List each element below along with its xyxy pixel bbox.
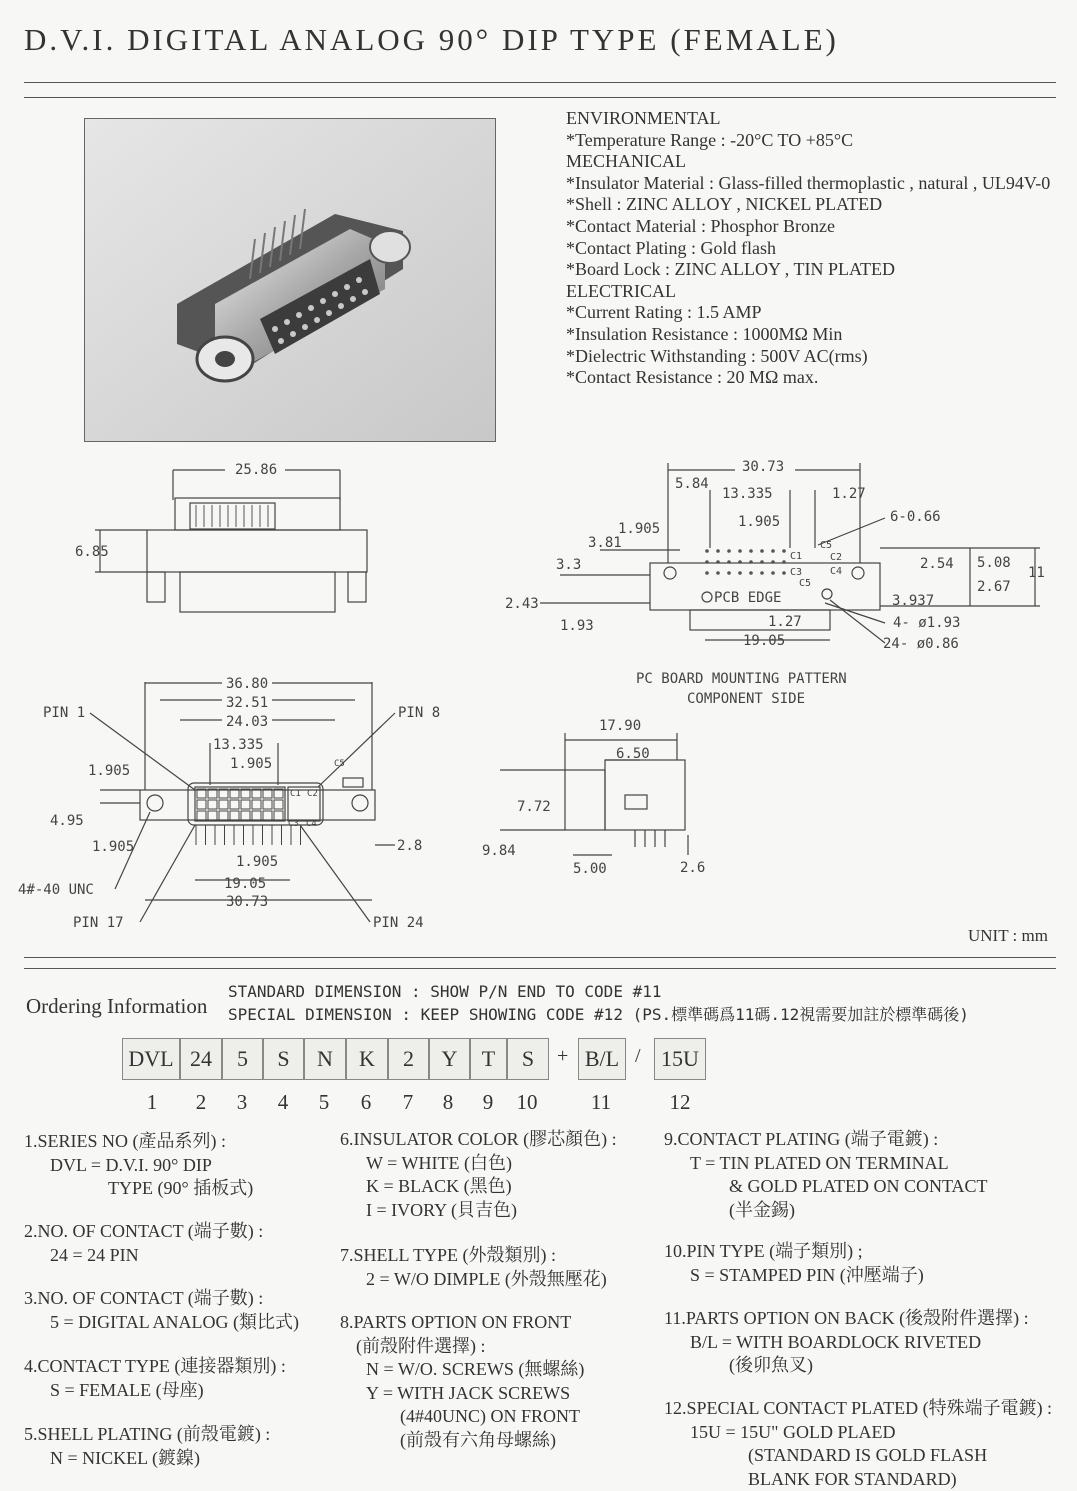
contact-cell xyxy=(252,811,261,820)
plus-sign: + xyxy=(557,1045,568,1068)
code-box-1: DVL xyxy=(122,1038,180,1080)
pcb-c5-label: C5 xyxy=(820,540,832,551)
spec-contact-plating: *Contact Plating : Gold flash xyxy=(566,238,1050,260)
desc-value: 15U = 15U" GOLD PLAED xyxy=(664,1421,1052,1445)
code-number-10: 10 xyxy=(512,1090,542,1115)
front-dim-36-80: 36.80 xyxy=(226,676,268,692)
code-box-3: 5 xyxy=(222,1038,263,1080)
unc-screw-label: 4#-40 UNC xyxy=(18,882,94,898)
code-number-3: 3 xyxy=(227,1090,257,1115)
desc-value: TYPE (90° 插板式) xyxy=(24,1177,253,1201)
ordering-rules xyxy=(228,980,969,1026)
side-view-drawing xyxy=(95,470,367,612)
contact-cell xyxy=(197,811,206,820)
spec-temperature-range: *Temperature Range : -20°C TO +85°C xyxy=(566,130,1050,152)
front-dim-13-335: 13.335 xyxy=(213,737,264,753)
pcb-dim-30-73: 30.73 xyxy=(742,459,784,475)
desc-contact-type xyxy=(24,1355,286,1402)
code-box-11: B/L xyxy=(578,1038,626,1080)
pcb-hole xyxy=(760,571,764,575)
profile-dim-17-90: 17.90 xyxy=(599,718,641,734)
desc-value: BLANK FOR STANDARD) xyxy=(664,1468,1052,1491)
unit-label: UNIT : mm xyxy=(968,926,1048,946)
pcb-hole xyxy=(716,560,720,564)
spec-board-lock: *Board Lock : ZINC ALLOY , TIN PLATED xyxy=(566,259,1050,281)
desc-heading: 1.SERIES NO (產品系列) : xyxy=(24,1130,253,1154)
code-number-9: 9 xyxy=(473,1090,503,1115)
code-number-1: 1 xyxy=(137,1090,167,1115)
pcb-c4-label: C4 xyxy=(830,566,842,577)
pcb-edge-label: PCB EDGE xyxy=(714,590,781,606)
pcb-hole xyxy=(749,571,753,575)
pcb-dim-3-3: 3.3 xyxy=(556,557,581,573)
desc-parts-front xyxy=(340,1311,584,1452)
desc-contacts xyxy=(24,1220,263,1267)
desc-value: 2 = W/O DIMPLE (外殼無壓花) xyxy=(340,1268,607,1292)
spec-electrical-heading: ELECTRICAL xyxy=(566,281,1050,303)
contact-cell xyxy=(230,800,239,809)
desc-heading: 10.PIN TYPE (端子類別) ; xyxy=(664,1240,924,1264)
code-box-7: 2 xyxy=(388,1038,429,1080)
pcb-dim-3-937: 3.937 xyxy=(892,593,934,609)
desc-value: (前殼有六角母螺絲) xyxy=(340,1429,584,1453)
pcb-dim-1-27-b: 1.27 xyxy=(768,614,802,630)
desc-heading: 4.CONTACT TYPE (連接器類別) : xyxy=(24,1355,286,1379)
desc-value: K = BLACK (黑色) xyxy=(340,1175,617,1199)
contact-cell xyxy=(263,811,272,820)
pcb-caption-2: COMPONENT SIDE xyxy=(687,691,805,707)
pcb-dim-3-81: 3.81 xyxy=(588,535,622,551)
contact-cell xyxy=(230,811,239,820)
desc-value: N = W/O. SCREWS (無螺絲) xyxy=(340,1358,584,1382)
pcb-hole xyxy=(716,549,720,553)
contact-cell xyxy=(219,811,228,820)
pcb-dim-5-84: 5.84 xyxy=(675,476,709,492)
desc-pin-type xyxy=(664,1240,924,1287)
front-c4-label: C4 xyxy=(306,819,317,829)
pcb-dim-2-67: 2.67 xyxy=(977,579,1011,595)
pcb-dim-13-335: 13.335 xyxy=(722,486,773,502)
profile-dim-7-72: 7.72 xyxy=(517,799,551,815)
desc-series xyxy=(24,1130,253,1201)
code-number-7: 7 xyxy=(393,1090,423,1115)
pcb-dim-6-0-66: 6-0.66 xyxy=(890,509,941,525)
desc-value: & GOLD PLATED ON CONTACT xyxy=(664,1175,988,1199)
code-box-10: S xyxy=(507,1038,549,1080)
desc-heading: 12.SPECIAL CONTACT PLATED (特殊端子電鍍) : xyxy=(664,1397,1052,1421)
product-photo xyxy=(84,118,496,442)
front-c1-label: C1 xyxy=(290,789,301,799)
pcb-c1-label: C1 xyxy=(790,551,802,562)
desc-value: (前殼附件選擇) : xyxy=(340,1335,584,1359)
pcb-hole xyxy=(771,560,775,564)
pcb-dim-1-27: 1.27 xyxy=(832,486,866,502)
contact-cell xyxy=(219,800,228,809)
pin-17-label: PIN 17 xyxy=(73,915,124,931)
section-rule-top xyxy=(24,957,1056,958)
front-dim-19-05: 19.05 xyxy=(224,876,266,892)
pcb-hole xyxy=(782,571,786,575)
code-number-6: 6 xyxy=(351,1090,381,1115)
pcb-hole xyxy=(749,549,753,553)
header-rule-top xyxy=(24,82,1056,83)
desc-value: S = STAMPED PIN (沖壓端子) xyxy=(664,1264,924,1288)
slash-sign: / xyxy=(635,1045,641,1068)
desc-heading: 7.SHELL TYPE (外殼類別) : xyxy=(340,1244,607,1268)
spec-contact-material: *Contact Material : Phosphor Bronze xyxy=(566,216,1050,238)
front-c3-label: C3 xyxy=(288,819,299,829)
pcb-hole xyxy=(738,560,742,564)
code-number-2: 2 xyxy=(186,1090,216,1115)
pcb-dim-2-43: 2.43 xyxy=(505,596,539,612)
header-rule-bottom xyxy=(24,97,1056,98)
front-dim-4-95: 4.95 xyxy=(50,813,84,829)
spec-shell: *Shell : ZINC ALLOY , NICKEL PLATED xyxy=(566,194,1050,216)
front-dim-1-905-left: 1.905 xyxy=(88,763,130,779)
desc-heading: 11.PARTS OPTION ON BACK (後殼附件選擇) : xyxy=(664,1307,1029,1331)
desc-value: I = IVORY (貝吉色) xyxy=(340,1199,617,1223)
profile-dim-9-84: 9.84 xyxy=(482,843,516,859)
code-number-12: 12 xyxy=(665,1090,695,1115)
pcb-caption-1: PC BOARD MOUNTING PATTERN xyxy=(636,671,847,687)
front-dim-1-905-pins: 1.905 xyxy=(236,854,278,870)
pcb-hole xyxy=(727,571,731,575)
pcb-hole xyxy=(771,571,775,575)
standard-dimension-line: STANDARD DIMENSION : SHOW P/N END TO CODE #11 xyxy=(228,980,969,1003)
special-dimension-line: SPECIAL DIMENSION : KEEP SHOWING CODE #12 (PS.標準碼爲11碼.12視需要加註於標準碼後) xyxy=(228,1003,969,1026)
desc-value: Y = WITH JACK SCREWS xyxy=(340,1382,584,1406)
front-dim-1-905-top: 1.905 xyxy=(230,756,272,772)
page-title: D.V.I. DIGITAL ANALOG 90° DIP TYPE (FEMALE) xyxy=(24,22,839,58)
code-box-4: S xyxy=(263,1038,304,1080)
pcb-hole xyxy=(771,549,775,553)
pcb-hole xyxy=(782,560,786,564)
pcb-hole xyxy=(749,560,753,564)
pcb-dim-4-holes: 4- ø1.93 xyxy=(893,615,960,631)
spec-current-rating: *Current Rating : 1.5 AMP xyxy=(566,302,1050,324)
code-number-8: 8 xyxy=(433,1090,463,1115)
spec-dielectric-withstanding: *Dielectric Withstanding : 500V AC(rms) xyxy=(566,346,1050,368)
pcb-hole xyxy=(760,560,764,564)
desc-value: T = TIN PLATED ON TERMINAL xyxy=(664,1152,988,1176)
front-c2-label: C2 xyxy=(307,789,318,799)
profile-dim-5-00: 5.00 xyxy=(573,861,607,877)
side-width-label: 25.86 xyxy=(235,462,277,478)
pin-1-label: PIN 1 xyxy=(43,705,85,721)
desc-value: W = WHITE (白色) xyxy=(340,1152,617,1176)
desc-value: S = FEMALE (母座) xyxy=(24,1379,286,1403)
code-box-12: 15U xyxy=(654,1038,706,1080)
desc-heading: 5.SHELL PLATING (前殼電鍍) : xyxy=(24,1423,270,1447)
spec-mechanical-heading: MECHANICAL xyxy=(566,151,1050,173)
desc-heading: 3.NO. OF CONTACT (端子數) : xyxy=(24,1287,299,1311)
profile-dim-2-6: 2.6 xyxy=(680,860,705,876)
pcb-hole xyxy=(705,560,709,564)
desc-value: (STANDARD IS GOLD FLASH xyxy=(664,1444,1052,1468)
pin-8-label: PIN 8 xyxy=(398,705,440,721)
pcb-hole xyxy=(738,549,742,553)
contact-cell xyxy=(197,800,206,809)
code-number-4: 4 xyxy=(268,1090,298,1115)
contact-cell xyxy=(252,800,261,809)
desc-heading: 6.INSULATOR COLOR (膠芯顏色) : xyxy=(340,1128,617,1152)
desc-heading: 2.NO. OF CONTACT (端子數) : xyxy=(24,1220,263,1244)
pcb-hole xyxy=(705,549,709,553)
section-rule-bottom xyxy=(24,968,1056,969)
technical-drawings xyxy=(0,450,1077,950)
pcb-c2-label: C2 xyxy=(830,552,842,563)
pcb-dim-19-05: 19.05 xyxy=(743,633,785,649)
code-box-9: T xyxy=(470,1038,507,1080)
pcb-hole xyxy=(716,571,720,575)
desc-value: B/L = WITH BOARDLOCK RIVETED xyxy=(664,1331,1029,1355)
contact-cell xyxy=(208,811,217,820)
profile-view-drawing xyxy=(500,733,688,855)
code-box-8: Y xyxy=(429,1038,470,1080)
front-dim-24-03: 24.03 xyxy=(226,714,268,730)
desc-special-plating xyxy=(664,1397,1052,1491)
desc-value: 24 = 24 PIN xyxy=(24,1244,263,1268)
pcb-hole xyxy=(705,571,709,575)
contact-cell xyxy=(274,800,283,809)
pcb-hole xyxy=(727,549,731,553)
desc-value: (4#40UNC) ON FRONT xyxy=(340,1405,584,1429)
desc-parts-back xyxy=(664,1307,1029,1378)
pcb-dim-2-54: 2.54 xyxy=(920,556,954,572)
front-dim-30-73: 30.73 xyxy=(226,894,268,910)
pcb-dim-1-93: 1.93 xyxy=(560,618,594,634)
desc-insulator-color xyxy=(340,1128,617,1222)
specifications xyxy=(566,108,1050,389)
side-height-label: 6.85 xyxy=(75,544,109,560)
desc-value: (後卯魚叉) xyxy=(664,1354,1029,1378)
code-number-5: 5 xyxy=(309,1090,339,1115)
pcb-hole xyxy=(760,549,764,553)
code-box-5: N xyxy=(304,1038,346,1080)
pcb-dim-11: 11 xyxy=(1028,565,1045,581)
profile-dim-6-50: 6.50 xyxy=(616,746,650,762)
front-dim-2-8: 2.8 xyxy=(397,838,422,854)
front-c5-label: C5 xyxy=(334,759,345,769)
contact-cell xyxy=(274,811,283,820)
pcb-hole xyxy=(727,560,731,564)
desc-heading: 9.CONTACT PLATING (端子電鍍) : xyxy=(664,1128,988,1152)
desc-contacts-type xyxy=(24,1287,299,1334)
pcb-dim-5-08: 5.08 xyxy=(977,555,1011,571)
desc-value: N = NICKEL (鍍鎳) xyxy=(24,1447,270,1471)
pcb-c5b-label: C5 xyxy=(799,578,811,589)
pcb-dim-1-905-b: 1.905 xyxy=(618,521,660,537)
pcb-hole xyxy=(738,571,742,575)
desc-heading: 8.PARTS OPTION ON FRONT xyxy=(340,1311,584,1335)
pin-24-label: PIN 24 xyxy=(373,915,424,931)
spec-insulation-resistance: *Insulation Resistance : 1000MΩ Min xyxy=(566,324,1050,346)
pcb-c3-label: C3 xyxy=(790,567,802,578)
desc-value: (半金錫) xyxy=(664,1199,988,1223)
connector-photo-illustration xyxy=(85,119,495,441)
spec-environmental-heading: ENVIRONMENTAL xyxy=(566,108,1050,130)
pcb-dim-1-905-a: 1.905 xyxy=(738,514,780,530)
pcb-hole xyxy=(782,549,786,553)
contact-cell xyxy=(208,800,217,809)
contact-cell xyxy=(241,800,250,809)
contact-cell xyxy=(263,800,272,809)
desc-shell-type xyxy=(340,1244,607,1291)
code-box-6: K xyxy=(346,1038,388,1080)
contact-cell xyxy=(241,811,250,820)
desc-value: 5 = DIGITAL ANALOG (類比式) xyxy=(24,1311,299,1335)
code-box-2: 24 xyxy=(180,1038,222,1080)
front-dim-1-905-lower: 1.905 xyxy=(92,839,134,855)
desc-value: DVL = D.V.I. 90° DIP xyxy=(24,1154,253,1178)
code-number-11: 11 xyxy=(586,1090,616,1115)
pcb-dim-24-holes: 24- ø0.86 xyxy=(883,636,959,652)
spec-contact-resistance: *Contact Resistance : 20 MΩ max. xyxy=(566,367,1050,389)
desc-contact-plating xyxy=(664,1128,988,1222)
desc-shell-plating xyxy=(24,1423,270,1470)
front-dim-32-51: 32.51 xyxy=(226,695,268,711)
spec-insulator-material: *Insulator Material : Glass-filled thermoplastic , natural , UL94V-0 xyxy=(566,173,1050,195)
ordering-label: Ordering Information xyxy=(26,994,207,1019)
